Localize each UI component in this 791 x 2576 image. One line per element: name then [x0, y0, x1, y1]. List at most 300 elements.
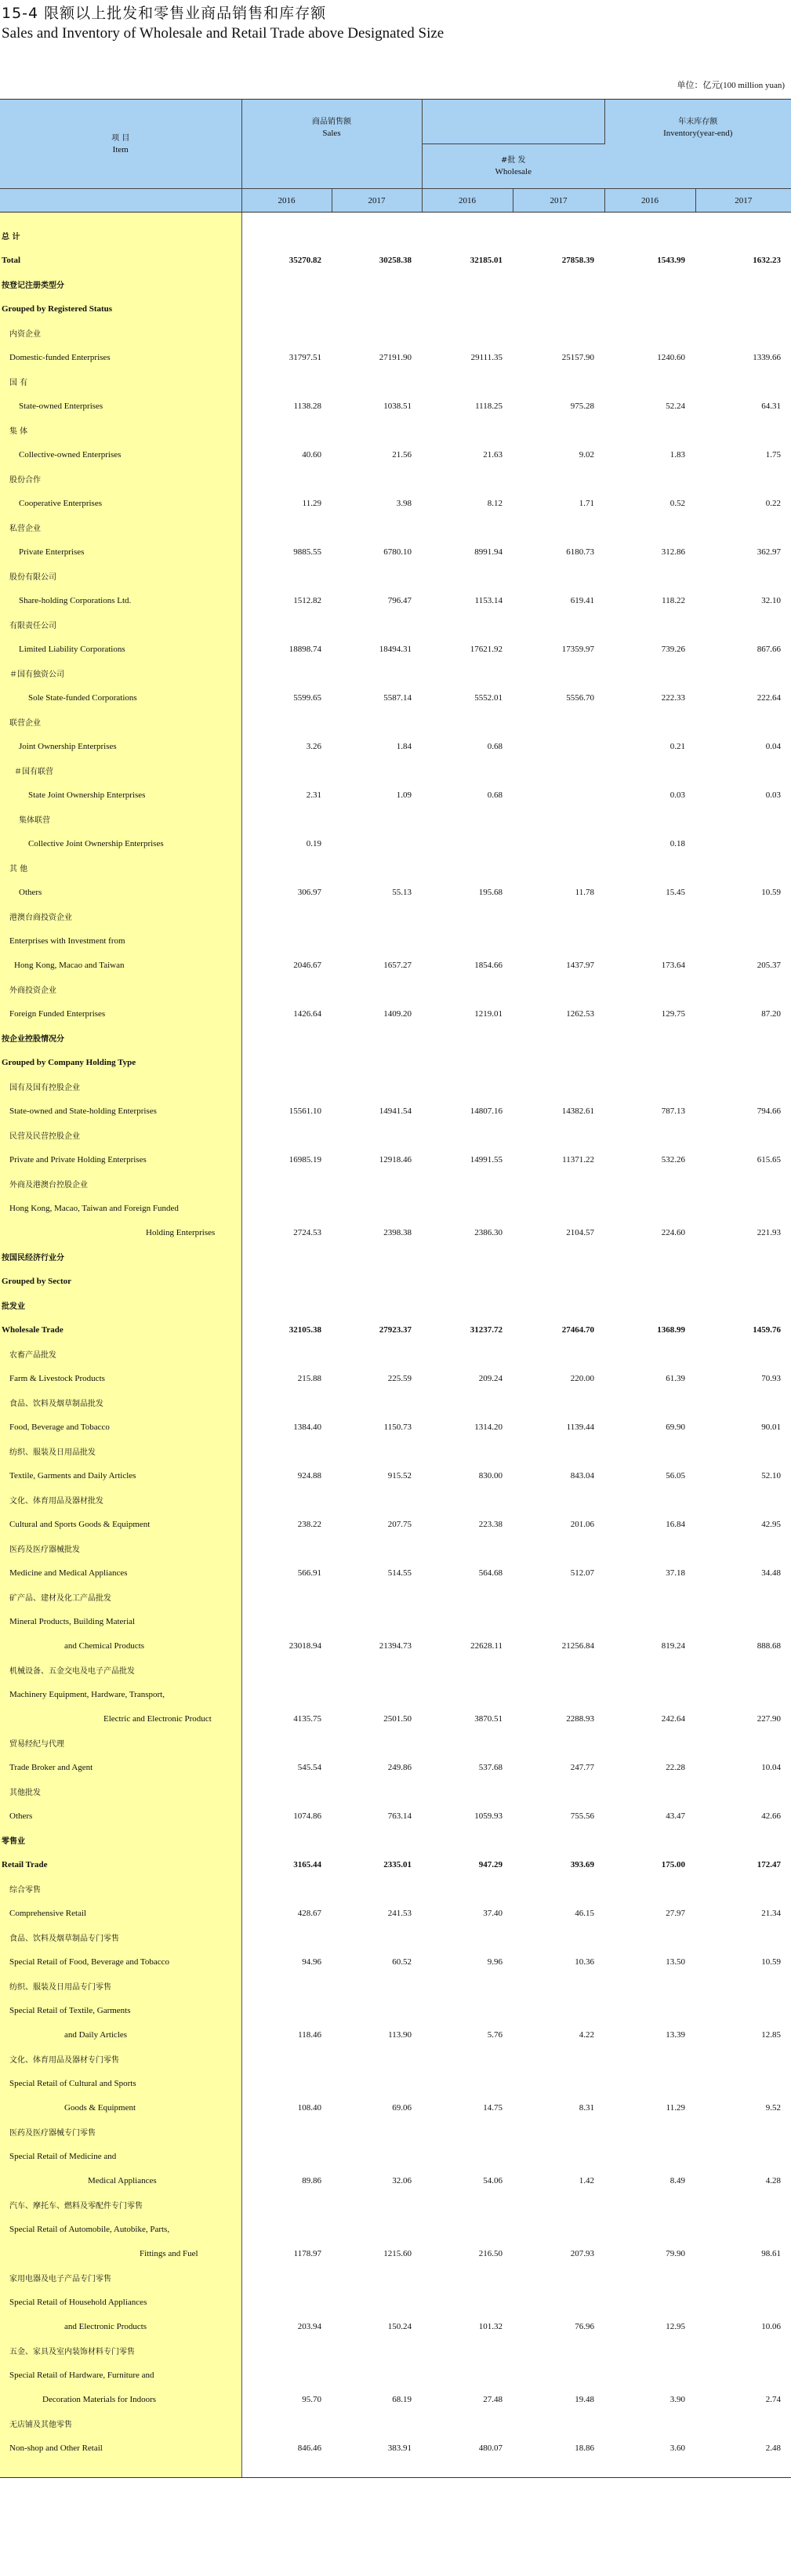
row-label-cell — [0, 345, 241, 369]
value-cell: 89.86 — [302, 2175, 321, 2185]
value-cell — [332, 1585, 422, 1609]
value-cell — [513, 1488, 604, 1512]
value-cell: 564.68 — [478, 1568, 503, 1578]
value-cell: 5599.65 — [293, 692, 321, 703]
value-cell — [513, 1074, 604, 1099]
value-cell — [513, 2290, 604, 2314]
value-cell — [241, 758, 332, 783]
row-label-cell — [0, 1925, 241, 1949]
value-cell — [332, 758, 422, 783]
table-row — [0, 1147, 791, 1172]
value-cell: 1219.01 — [474, 1008, 503, 1019]
value-cell — [695, 1074, 791, 1099]
value-cell — [604, 1828, 695, 1852]
value-cell — [513, 2120, 604, 2144]
row-label-cell — [0, 2120, 241, 2144]
row-label-cell — [0, 491, 241, 515]
row-label-cell — [0, 1463, 241, 1488]
value-cell — [604, 2071, 695, 2095]
value-cell: 10.36 — [575, 1957, 594, 1967]
value-cell: 94.96 — [302, 1957, 321, 1967]
value-cell — [695, 977, 791, 1001]
value-cell — [241, 1439, 332, 1463]
value-cell — [513, 321, 604, 345]
value-cell: 43.47 — [666, 1811, 685, 1821]
value-cell: 975.28 — [570, 401, 594, 411]
value-cell — [513, 1682, 604, 1706]
value-cell — [241, 1172, 332, 1196]
row-label: 医药及医疗器械批发 — [9, 1546, 80, 1554]
value-cell: 64.31 — [761, 401, 781, 411]
table-row — [0, 467, 791, 491]
row-label: and Chemical Products — [64, 1640, 145, 1651]
row-label: Cultural and Sports Goods & Equipment — [9, 1519, 151, 1529]
row-label-cell — [0, 296, 241, 321]
table-body — [0, 213, 791, 2478]
value-cell — [241, 1974, 332, 1998]
header-wholesale-en: Wholesale — [495, 167, 532, 176]
value-cell — [422, 2363, 513, 2387]
value-cell — [695, 612, 791, 637]
value-cell — [422, 2338, 513, 2363]
value-cell — [241, 1050, 332, 1074]
row-label: 外商投资企业 — [9, 986, 56, 995]
value-cell — [513, 977, 604, 1001]
value-cell — [422, 2120, 513, 2144]
value-cell: 1038.51 — [383, 401, 412, 411]
value-cell: 13.50 — [666, 1957, 685, 1967]
row-label-cell — [0, 2193, 241, 2217]
value-cell — [695, 564, 791, 588]
table-row — [0, 880, 791, 904]
value-cell: 129.75 — [661, 1008, 685, 1019]
value-cell — [695, 2411, 791, 2436]
value-cell: 21.34 — [761, 1908, 781, 1918]
unit-note: 单位：亿元(100 million yuan) — [677, 81, 785, 90]
table-row — [0, 1366, 791, 1390]
value-cell: 3870.51 — [474, 1713, 503, 1724]
value-cell: 480.07 — [478, 2443, 503, 2453]
value-cell: 843.04 — [570, 1470, 594, 1481]
value-cell — [604, 1123, 695, 1147]
value-cell: 9.52 — [765, 2102, 781, 2113]
value-cell: 5552.01 — [474, 692, 503, 703]
value-cell — [422, 1390, 513, 1415]
value-cell: 215.88 — [297, 1373, 321, 1383]
value-cell: 10.04 — [761, 1762, 781, 1772]
value-cell: 9885.55 — [293, 547, 321, 557]
row-label-cell — [0, 1172, 241, 1196]
header-item-en: Item — [112, 144, 129, 154]
value-cell — [695, 515, 791, 540]
value-cell — [695, 1828, 791, 1852]
value-cell: 8.31 — [579, 2102, 594, 2113]
value-cell — [695, 2047, 791, 2071]
value-cell: 68.19 — [392, 2394, 412, 2404]
value-cell: 867.66 — [757, 644, 781, 654]
value-cell — [513, 272, 604, 296]
row-label: 批发业 — [2, 1303, 25, 1311]
row-label: Private and Private Holding Enterprises — [9, 1154, 147, 1164]
value-cell — [241, 807, 332, 831]
row-label-cell — [0, 977, 241, 1001]
row-label-cell — [0, 1731, 241, 1755]
value-cell: 1178.97 — [293, 2248, 321, 2258]
value-cell: 54.06 — [483, 2175, 503, 2185]
row-label-cell — [0, 783, 241, 807]
row-label: Limited Liability Corporations — [19, 644, 125, 654]
value-cell — [695, 856, 791, 880]
value-cell: 5.76 — [487, 2029, 503, 2040]
value-cell — [332, 1026, 422, 1050]
row-label: Fittings and Fuel — [140, 2248, 198, 2258]
row-label: Retail Trade — [2, 1859, 48, 1869]
row-label: 五金、家具及室内装饰材料专门零售 — [9, 2348, 135, 2356]
value-cell — [241, 1828, 332, 1852]
table-row — [0, 734, 791, 758]
header-sales-en: Sales — [322, 129, 341, 138]
row-label-cell — [0, 1974, 241, 1998]
value-cell: 222.64 — [757, 692, 781, 703]
value-cell — [332, 1074, 422, 1099]
row-label-cell — [0, 1779, 241, 1804]
row-label: 国 有 — [9, 379, 28, 387]
row-label: 食品、饮料及烟草制品专门零售 — [9, 1935, 119, 1943]
value-cell — [513, 1293, 604, 1317]
value-cell: 22.28 — [666, 1762, 685, 1772]
value-cell — [422, 369, 513, 394]
value-cell — [604, 2047, 695, 2071]
value-cell: 241.53 — [387, 1908, 412, 1918]
value-cell — [513, 2363, 604, 2387]
header-inventory-cn: 年末库存额 — [678, 118, 718, 126]
row-label-cell — [0, 1852, 241, 1877]
value-cell — [332, 467, 422, 491]
row-label: Electric and Electronic Product — [103, 1713, 212, 1724]
row-label-cell — [0, 1415, 241, 1439]
value-cell — [332, 1293, 422, 1317]
value-cell — [241, 2193, 332, 2217]
value-cell — [604, 1439, 695, 1463]
row-label-cell — [0, 2338, 241, 2363]
row-label: Grouped by Registered Status — [2, 303, 113, 314]
table-row — [0, 2217, 791, 2241]
value-cell — [604, 2338, 695, 2363]
row-label: Machinery Equipment, Hardware, Transport, — [9, 1689, 165, 1699]
value-cell: 4.22 — [579, 2029, 594, 2040]
value-cell — [695, 1658, 791, 1682]
row-label-cell — [0, 2071, 241, 2095]
row-label-cell — [0, 661, 241, 685]
value-cell — [332, 2265, 422, 2290]
row-label-cell — [0, 2047, 241, 2071]
value-cell: 1657.27 — [383, 960, 412, 970]
value-cell: 95.70 — [302, 2394, 321, 2404]
row-label: Food, Beverage and Tobacco — [9, 1422, 110, 1432]
value-cell: 9.96 — [487, 1957, 503, 1967]
value-cell: 3.98 — [396, 498, 412, 508]
row-label-cell — [0, 394, 241, 418]
row-label: Collective-owned Enterprises — [19, 449, 122, 460]
value-cell — [604, 1293, 695, 1317]
value-cell — [422, 1026, 513, 1050]
value-cell: 787.13 — [661, 1106, 685, 1116]
value-cell — [422, 1342, 513, 1366]
value-cell — [513, 612, 604, 637]
row-label-cell — [0, 1609, 241, 1633]
value-cell — [695, 321, 791, 345]
value-cell — [604, 1609, 695, 1633]
value-cell: 201.06 — [570, 1519, 594, 1529]
table-row — [0, 2144, 791, 2168]
value-cell — [695, 223, 791, 248]
value-cell: 4135.75 — [293, 1713, 321, 1724]
row-label: Non-shop and Other Retail — [9, 2443, 103, 2453]
value-cell: 21.56 — [392, 449, 412, 460]
value-cell — [695, 2338, 791, 2363]
table-row — [0, 1439, 791, 1463]
header-year: 2016 — [604, 189, 695, 213]
value-cell — [422, 1172, 513, 1196]
label-cell-spacer — [0, 2460, 241, 2477]
value-cell — [241, 515, 332, 540]
row-label-cell — [0, 710, 241, 734]
row-label-cell — [0, 2387, 241, 2411]
table-row — [0, 2265, 791, 2290]
row-label: Medical Appliances — [88, 2175, 157, 2185]
value-cell — [422, 2217, 513, 2241]
value-cell — [332, 1269, 422, 1293]
row-label-cell — [0, 588, 241, 612]
value-cell — [422, 1269, 513, 1293]
row-label-cell — [0, 2217, 241, 2241]
row-label-cell — [0, 564, 241, 588]
row-label: 无店铺及其他零售 — [9, 2421, 72, 2429]
value-cell — [513, 1390, 604, 1415]
row-label: Domestic-funded Enterprises — [9, 352, 111, 362]
value-cell: 19.48 — [575, 2394, 594, 2404]
table-row — [0, 1293, 791, 1317]
value-cell — [513, 856, 604, 880]
value-cell — [604, 272, 695, 296]
value-cell — [604, 1269, 695, 1293]
value-cell: 242.64 — [661, 1713, 685, 1724]
value-cell: 27191.90 — [379, 352, 412, 362]
table-row — [0, 442, 791, 467]
value-cell — [332, 1123, 422, 1147]
value-cell — [604, 1925, 695, 1949]
value-cell — [241, 2071, 332, 2095]
value-cell: 42.66 — [761, 1811, 781, 1821]
value-cell: 5556.70 — [566, 692, 594, 703]
row-label: 贸易经纪与代理 — [9, 1740, 64, 1749]
row-label: Enterprises with Investment from — [9, 936, 125, 946]
value-cell — [241, 1196, 332, 1220]
value-cell: 1074.86 — [293, 1811, 321, 1821]
value-cell — [695, 296, 791, 321]
table-row — [0, 831, 791, 856]
table-row — [0, 1755, 791, 1779]
value-cell: 0.52 — [669, 498, 685, 508]
value-cell — [241, 710, 332, 734]
row-label-cell — [0, 1536, 241, 1560]
value-cell: 1153.14 — [474, 595, 503, 605]
value-cell: 1.09 — [396, 790, 412, 800]
value-cell — [332, 2047, 422, 2071]
value-cell — [422, 928, 513, 953]
value-cell: 1384.40 — [293, 1422, 321, 1432]
value-cell — [695, 1925, 791, 1949]
value-cell — [513, 1536, 604, 1560]
row-label-cell — [0, 248, 241, 272]
value-cell: 37.18 — [666, 1568, 685, 1578]
row-label: 机械设备、五金交电及电子产品批发 — [9, 1667, 135, 1676]
value-cell — [695, 1998, 791, 2022]
table-row — [0, 2120, 791, 2144]
value-cell — [513, 734, 604, 758]
row-label: 文化、体育用品及器材批发 — [9, 1497, 103, 1506]
row-label: 国有及国有控股企业 — [9, 1084, 80, 1092]
header-year: 2017 — [332, 189, 422, 213]
value-cell — [332, 1731, 422, 1755]
value-cell — [695, 1877, 791, 1901]
table-row — [0, 2022, 791, 2047]
value-cell: 18.86 — [575, 2443, 594, 2453]
table-row — [0, 223, 791, 248]
value-cell — [604, 1536, 695, 1560]
value-cell: 1139.44 — [566, 1422, 594, 1432]
row-label: 纺织、服装及日用品批发 — [9, 1448, 96, 1457]
value-cell — [695, 1196, 791, 1220]
value-cell — [513, 1269, 604, 1293]
table-row — [0, 2314, 791, 2338]
value-cell: 3165.44 — [293, 1859, 321, 1869]
row-label-cell — [0, 1658, 241, 1682]
value-cell: 512.07 — [570, 1568, 594, 1578]
value-cell: 247.77 — [570, 1762, 594, 1772]
row-label-cell — [0, 1512, 241, 1536]
value-cell — [695, 369, 791, 394]
row-label-cell — [0, 2095, 241, 2120]
value-cell — [422, 1074, 513, 1099]
value-cell — [604, 856, 695, 880]
value-cell — [422, 2193, 513, 2217]
value-cell: 0.68 — [487, 790, 503, 800]
label-cell-spacer — [0, 213, 241, 224]
row-label-cell — [0, 1706, 241, 1731]
value-cell — [604, 2144, 695, 2168]
table-row — [0, 564, 791, 588]
row-label: Hong Kong, Macao, Taiwan and Foreign Funded — [9, 1203, 179, 1213]
value-cell: 10.59 — [761, 1957, 781, 1967]
value-cell: 14382.61 — [561, 1106, 594, 1116]
value-cell — [422, 564, 513, 588]
table-row — [0, 2047, 791, 2071]
value-cell: 3.26 — [306, 741, 321, 751]
row-label-cell — [0, 369, 241, 394]
value-cell — [241, 928, 332, 953]
value-cell — [695, 1244, 791, 1269]
value-cell — [332, 928, 422, 953]
value-cell — [604, 2193, 695, 2217]
value-cell: 203.94 — [297, 2321, 321, 2331]
table-row — [0, 612, 791, 637]
row-label: and Daily Articles — [64, 2029, 128, 2040]
value-cell — [695, 1026, 791, 1050]
value-cell: 819.24 — [661, 1640, 685, 1651]
value-cell — [241, 2144, 332, 2168]
value-cell: 1.83 — [669, 449, 685, 460]
value-cell: 11371.22 — [562, 1154, 594, 1164]
value-cell — [422, 1998, 513, 2022]
value-cell — [513, 1050, 604, 1074]
row-label: 按企业控股情况分 — [2, 1035, 64, 1044]
value-cell — [422, 2144, 513, 2168]
row-label: State Joint Ownership Enterprises — [28, 790, 146, 800]
value-cell: 27.97 — [666, 1908, 685, 1918]
value-cell: 2398.38 — [383, 1227, 412, 1237]
table-row — [0, 1585, 791, 1609]
value-cell — [241, 2265, 332, 2290]
row-label-cell — [0, 2144, 241, 2168]
table-row — [0, 321, 791, 345]
value-cell: 15.45 — [666, 887, 685, 897]
row-label: Special Retail of Textile, Garments — [9, 2005, 131, 2015]
value-cell: 8991.94 — [474, 547, 503, 557]
row-label: State-owned and State-holding Enterprises — [9, 1106, 157, 1116]
row-label: 集 体 — [9, 427, 28, 436]
value-cell: 915.52 — [387, 1470, 412, 1481]
table-row — [0, 856, 791, 880]
value-cell — [513, 1342, 604, 1366]
value-cell — [604, 1974, 695, 1998]
table-row — [0, 1633, 791, 1658]
table-row — [0, 2411, 791, 2436]
value-cell: 2046.67 — [293, 960, 321, 970]
value-cell: 30258.38 — [379, 255, 412, 265]
table-row — [0, 491, 791, 515]
value-cell — [513, 831, 604, 856]
table-row — [0, 710, 791, 734]
value-cell — [695, 1172, 791, 1196]
row-label-cell — [0, 807, 241, 831]
value-cell — [241, 2120, 332, 2144]
value-cell: 14941.54 — [379, 1106, 412, 1116]
value-cell — [422, 1925, 513, 1949]
value-cell — [332, 369, 422, 394]
value-cell — [604, 2265, 695, 2290]
value-cell: 0.68 — [487, 741, 503, 751]
table-row — [0, 1731, 791, 1755]
header-sales-cn: 商品销售额 — [312, 118, 351, 126]
value-cell: 2724.53 — [293, 1227, 321, 1237]
value-cell — [422, 1244, 513, 1269]
table-row — [0, 977, 791, 1001]
table-row — [0, 2436, 791, 2460]
table-row — [0, 1658, 791, 1682]
value-cell — [332, 661, 422, 685]
value-cell — [332, 223, 422, 248]
value-cell: 29111.35 — [470, 352, 503, 362]
value-cell — [241, 1609, 332, 1633]
table-row — [0, 2168, 791, 2193]
value-cell: 0.03 — [669, 790, 685, 800]
row-label: Textile, Garments and Daily Articles — [9, 1470, 136, 1481]
value-cell — [604, 928, 695, 953]
value-cell: 21394.73 — [379, 1640, 412, 1651]
value-cell: 11.78 — [575, 887, 594, 897]
row-label-cell — [0, 515, 241, 540]
